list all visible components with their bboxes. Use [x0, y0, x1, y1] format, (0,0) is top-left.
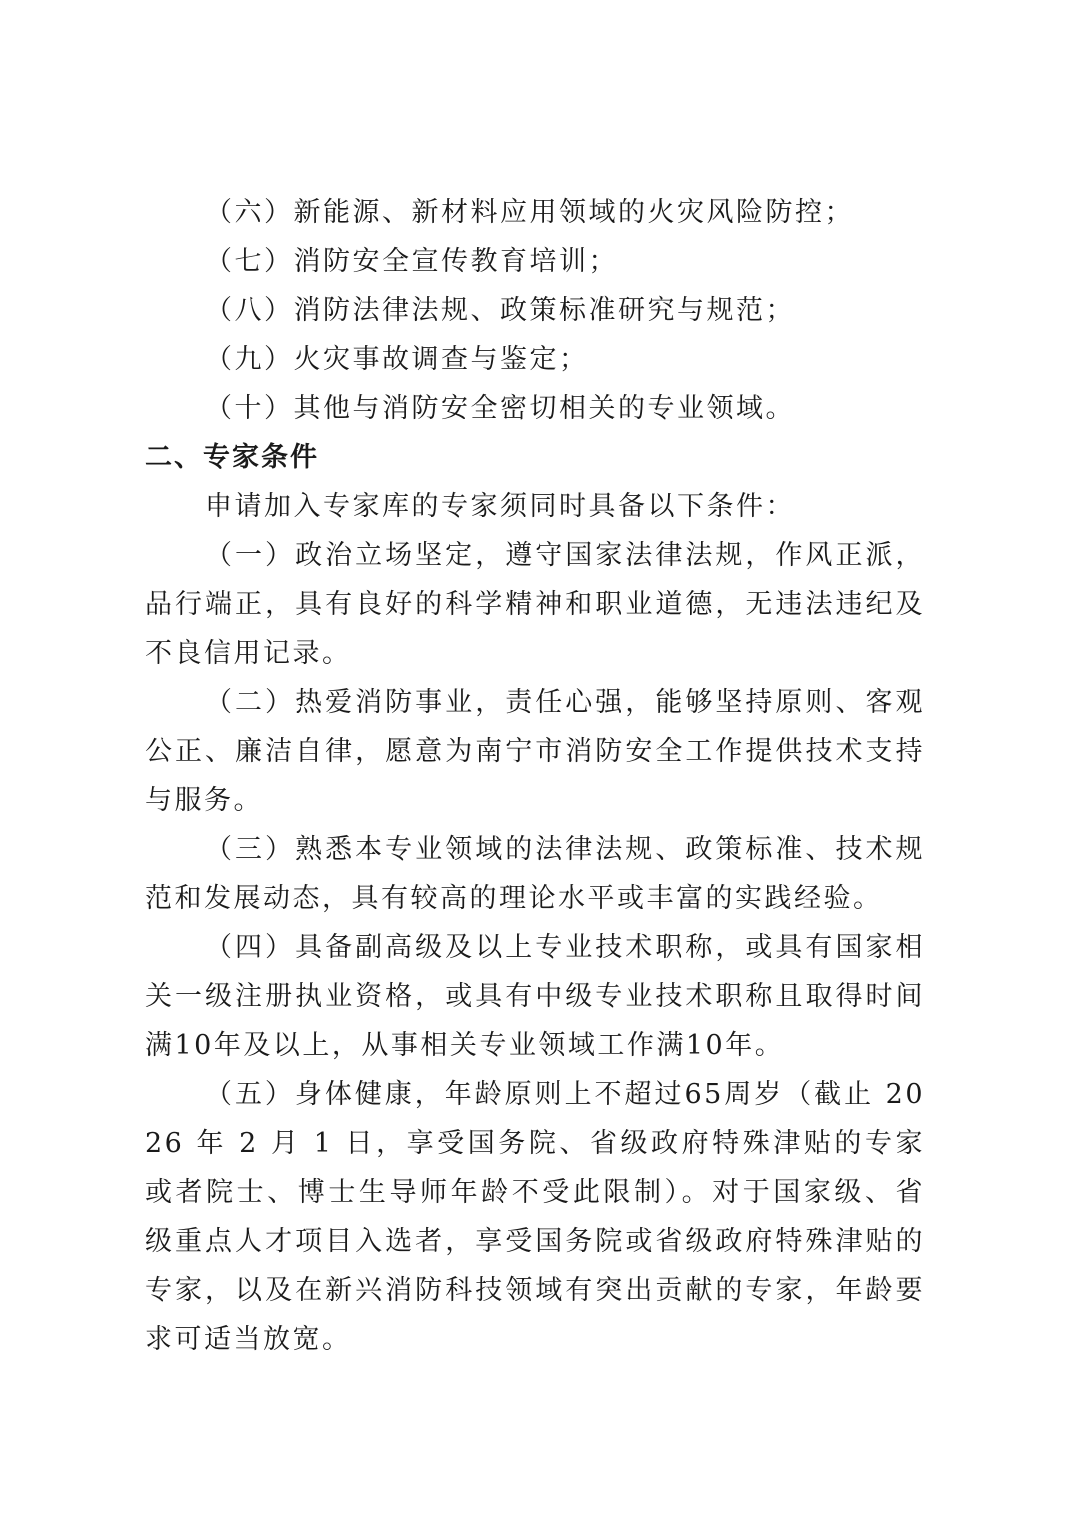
condition-paragraph: （一）政治立场坚定，遵守国家法律法规，作风正派，品行端正，具有良好的科学精神和职业道德，无违法违纪及不良信用记录。 [145, 540, 925, 669]
intro-paragraph: 申请加入专家库的专家须同时具备以下条件： [205, 491, 795, 522]
document-body [145, 188, 925, 1364]
condition-paragraph: （四）具备副高级及以上专业技术职称，或具有国家相关一级注册执业资格，或具有中级专业技术职称且取得时间满10年及以上，从事相关专业领域工作满10年。 [145, 932, 925, 1061]
condition-paragraph: （三）熟悉本专业领域的法律法规、政策标准、技术规范和发展动态，具有较高的理论水平或丰富的实践经验。 [145, 834, 925, 914]
list-item: （九）火灾事故调查与鉴定； [205, 344, 589, 375]
list-item: （八）消防法律法规、政策标准研究与规范； [205, 295, 795, 326]
section-heading: 二、专家条件 [145, 442, 319, 473]
list-item: （十）其他与消防安全密切相关的专业领域。 [205, 393, 795, 424]
condition-paragraph: （五）身体健康，年龄原则上不超过65周岁（截止 2026 年 2 月 1 日，享受国务院、省级政府特殊津贴的专家或者院士、博士生导师年龄不受此限制）。对于国家级、省级重点人才项目入选者，享受国务院或省级政府特殊津贴的专家，以及在新兴消防科技领域有突出贡献的专家，年龄要求可适当放宽。 [145, 1079, 925, 1355]
list-item: （七）消防安全宣传教育培训； [205, 246, 618, 277]
list-item: （六）新能源、新材料应用领域的火灾风险防控； [205, 197, 854, 228]
condition-paragraph: （二）热爱消防事业，责任心强，能够坚持原则、客观公正、廉洁自律，愿意为南宁市消防安全工作提供技术支持与服务。 [145, 687, 925, 816]
